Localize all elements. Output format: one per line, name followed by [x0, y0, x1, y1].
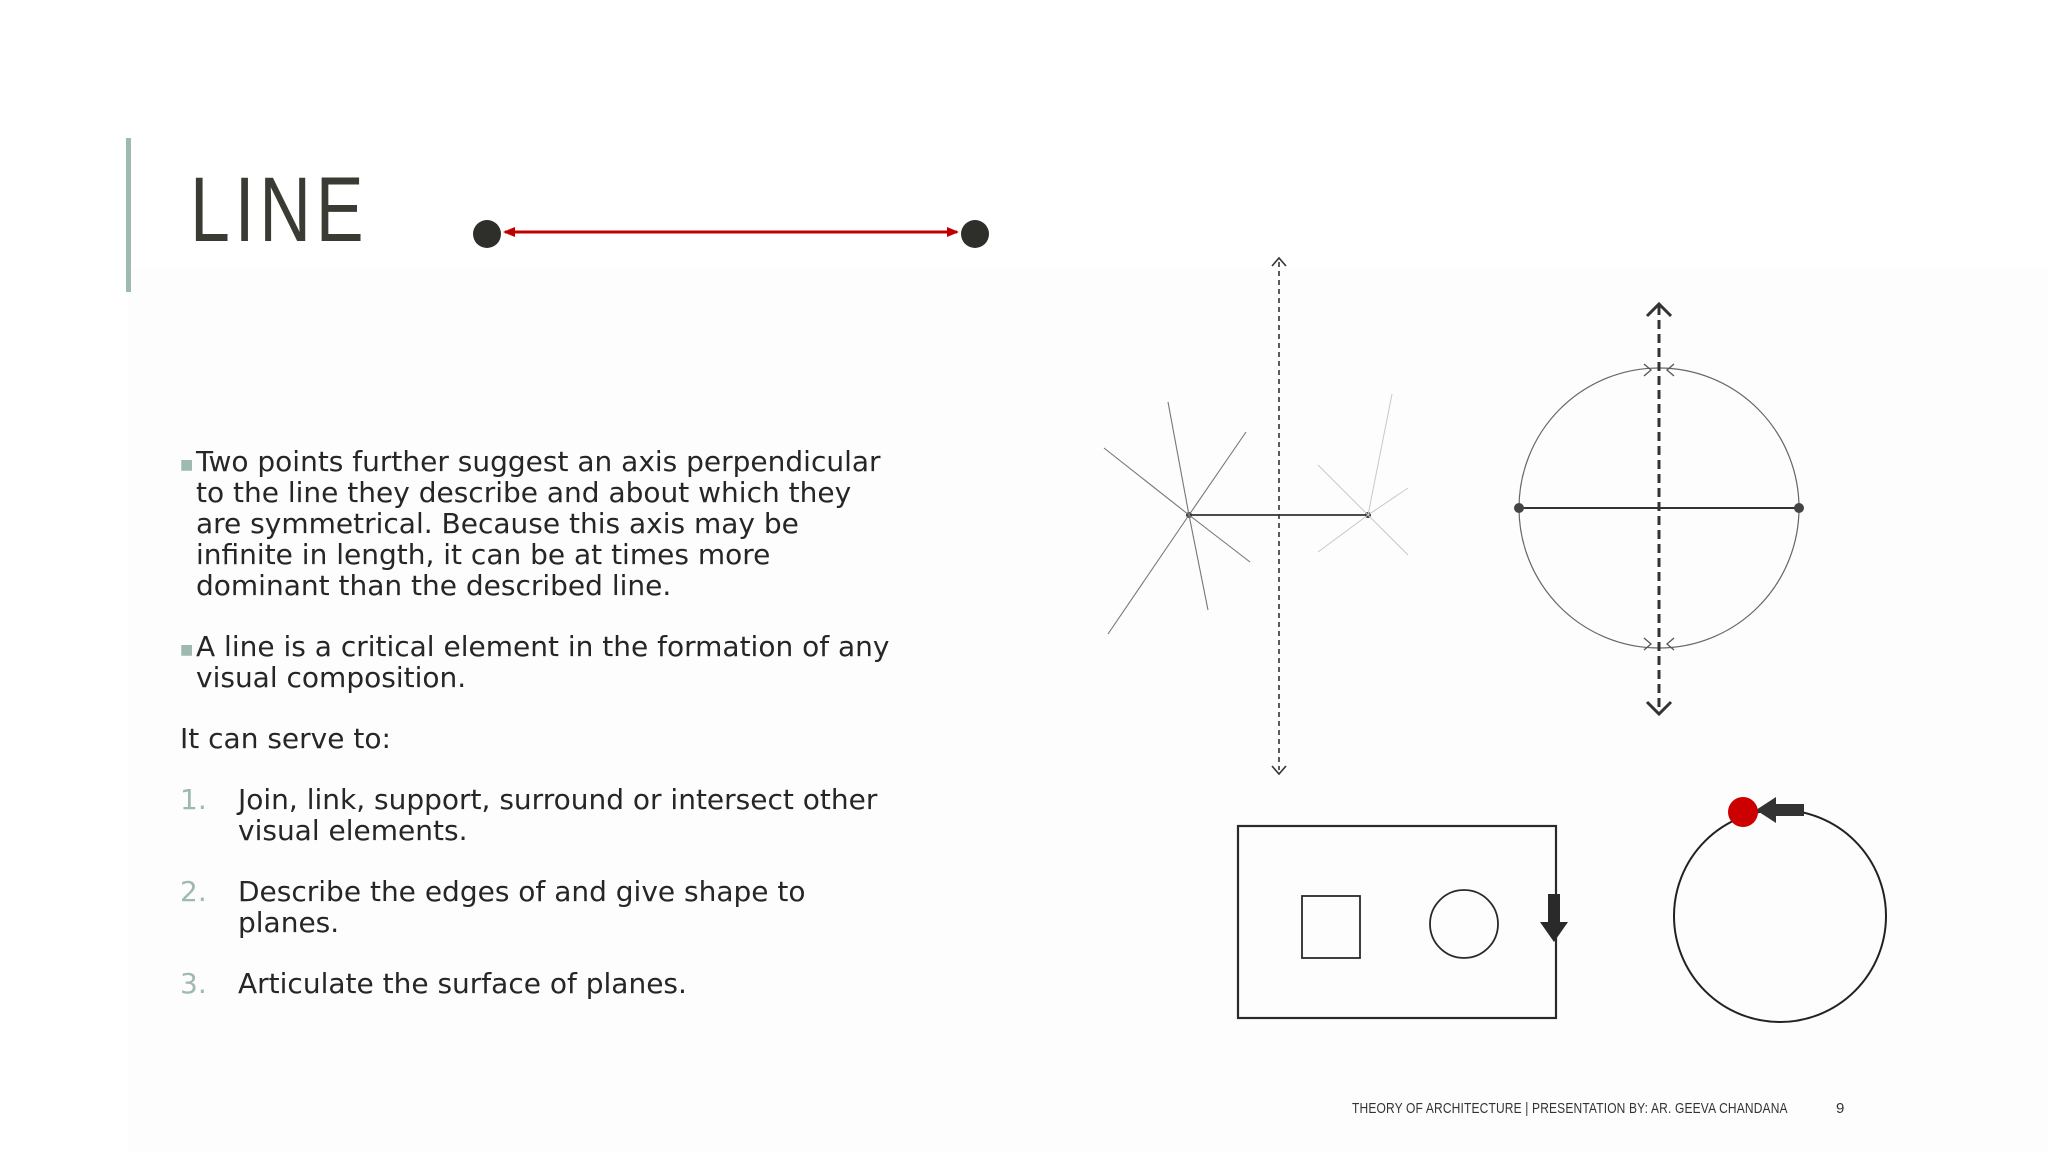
red-point — [1728, 797, 1758, 827]
down-arrow-icon — [1540, 894, 1568, 942]
bullet-marker: ■ — [180, 457, 194, 473]
numbered-item — [180, 876, 900, 938]
list-intro: It can serve to: — [180, 722, 391, 755]
two-point-line-figure — [473, 220, 989, 248]
circle-path-figure — [1674, 797, 1886, 1022]
circle-point-left — [1514, 503, 1524, 513]
item-text: Join, link, support, surround or intersect other visual elements. — [238, 783, 878, 847]
item-number: 2. — [180, 875, 207, 908]
frame-figure — [1238, 826, 1568, 1018]
numbered-item — [180, 784, 900, 846]
line-endpoint-left — [473, 220, 501, 248]
axis-sketch-figure — [1104, 258, 1408, 774]
item-text: Articulate the surface of planes. — [238, 967, 687, 1000]
radiating-lines-right — [1318, 394, 1408, 555]
path-circle — [1674, 810, 1886, 1022]
item-text: Describe the edges of and give shape to planes. — [238, 875, 806, 939]
inner-circle — [1430, 890, 1498, 958]
bullet-item — [180, 446, 900, 601]
circle-point-right — [1794, 503, 1804, 513]
body-text — [180, 446, 900, 1029]
left-arrow-icon — [1756, 797, 1804, 823]
bullet-text: A line is a critical element in the formation of any visual composition. — [196, 630, 890, 694]
bullet-item — [180, 631, 900, 693]
item-number: 1. — [180, 783, 207, 816]
bullet-marker: ■ — [180, 642, 194, 658]
item-number: 3. — [180, 967, 207, 1000]
line-endpoint-right — [961, 220, 989, 248]
radiating-lines-left — [1104, 402, 1250, 634]
bullet-text: Two points further suggest an axis perpendicular to the line they describe and about which they are symmetrical. Because this axis may be infinite in length, it can be at times more dominant than the described line. — [196, 445, 881, 602]
slide-title: LINE — [190, 159, 369, 261]
page-number: 9 — [1836, 1100, 1845, 1117]
inner-square — [1302, 896, 1360, 958]
numbered-item — [180, 968, 900, 999]
frame-rectangle — [1238, 826, 1556, 1018]
footer-text: THEORY OF ARCHITECTURE | PRESENTATION BY: AR. GEEVA CHANDANA — [1352, 1100, 1788, 1117]
circle-axis-figure — [1514, 304, 1804, 714]
